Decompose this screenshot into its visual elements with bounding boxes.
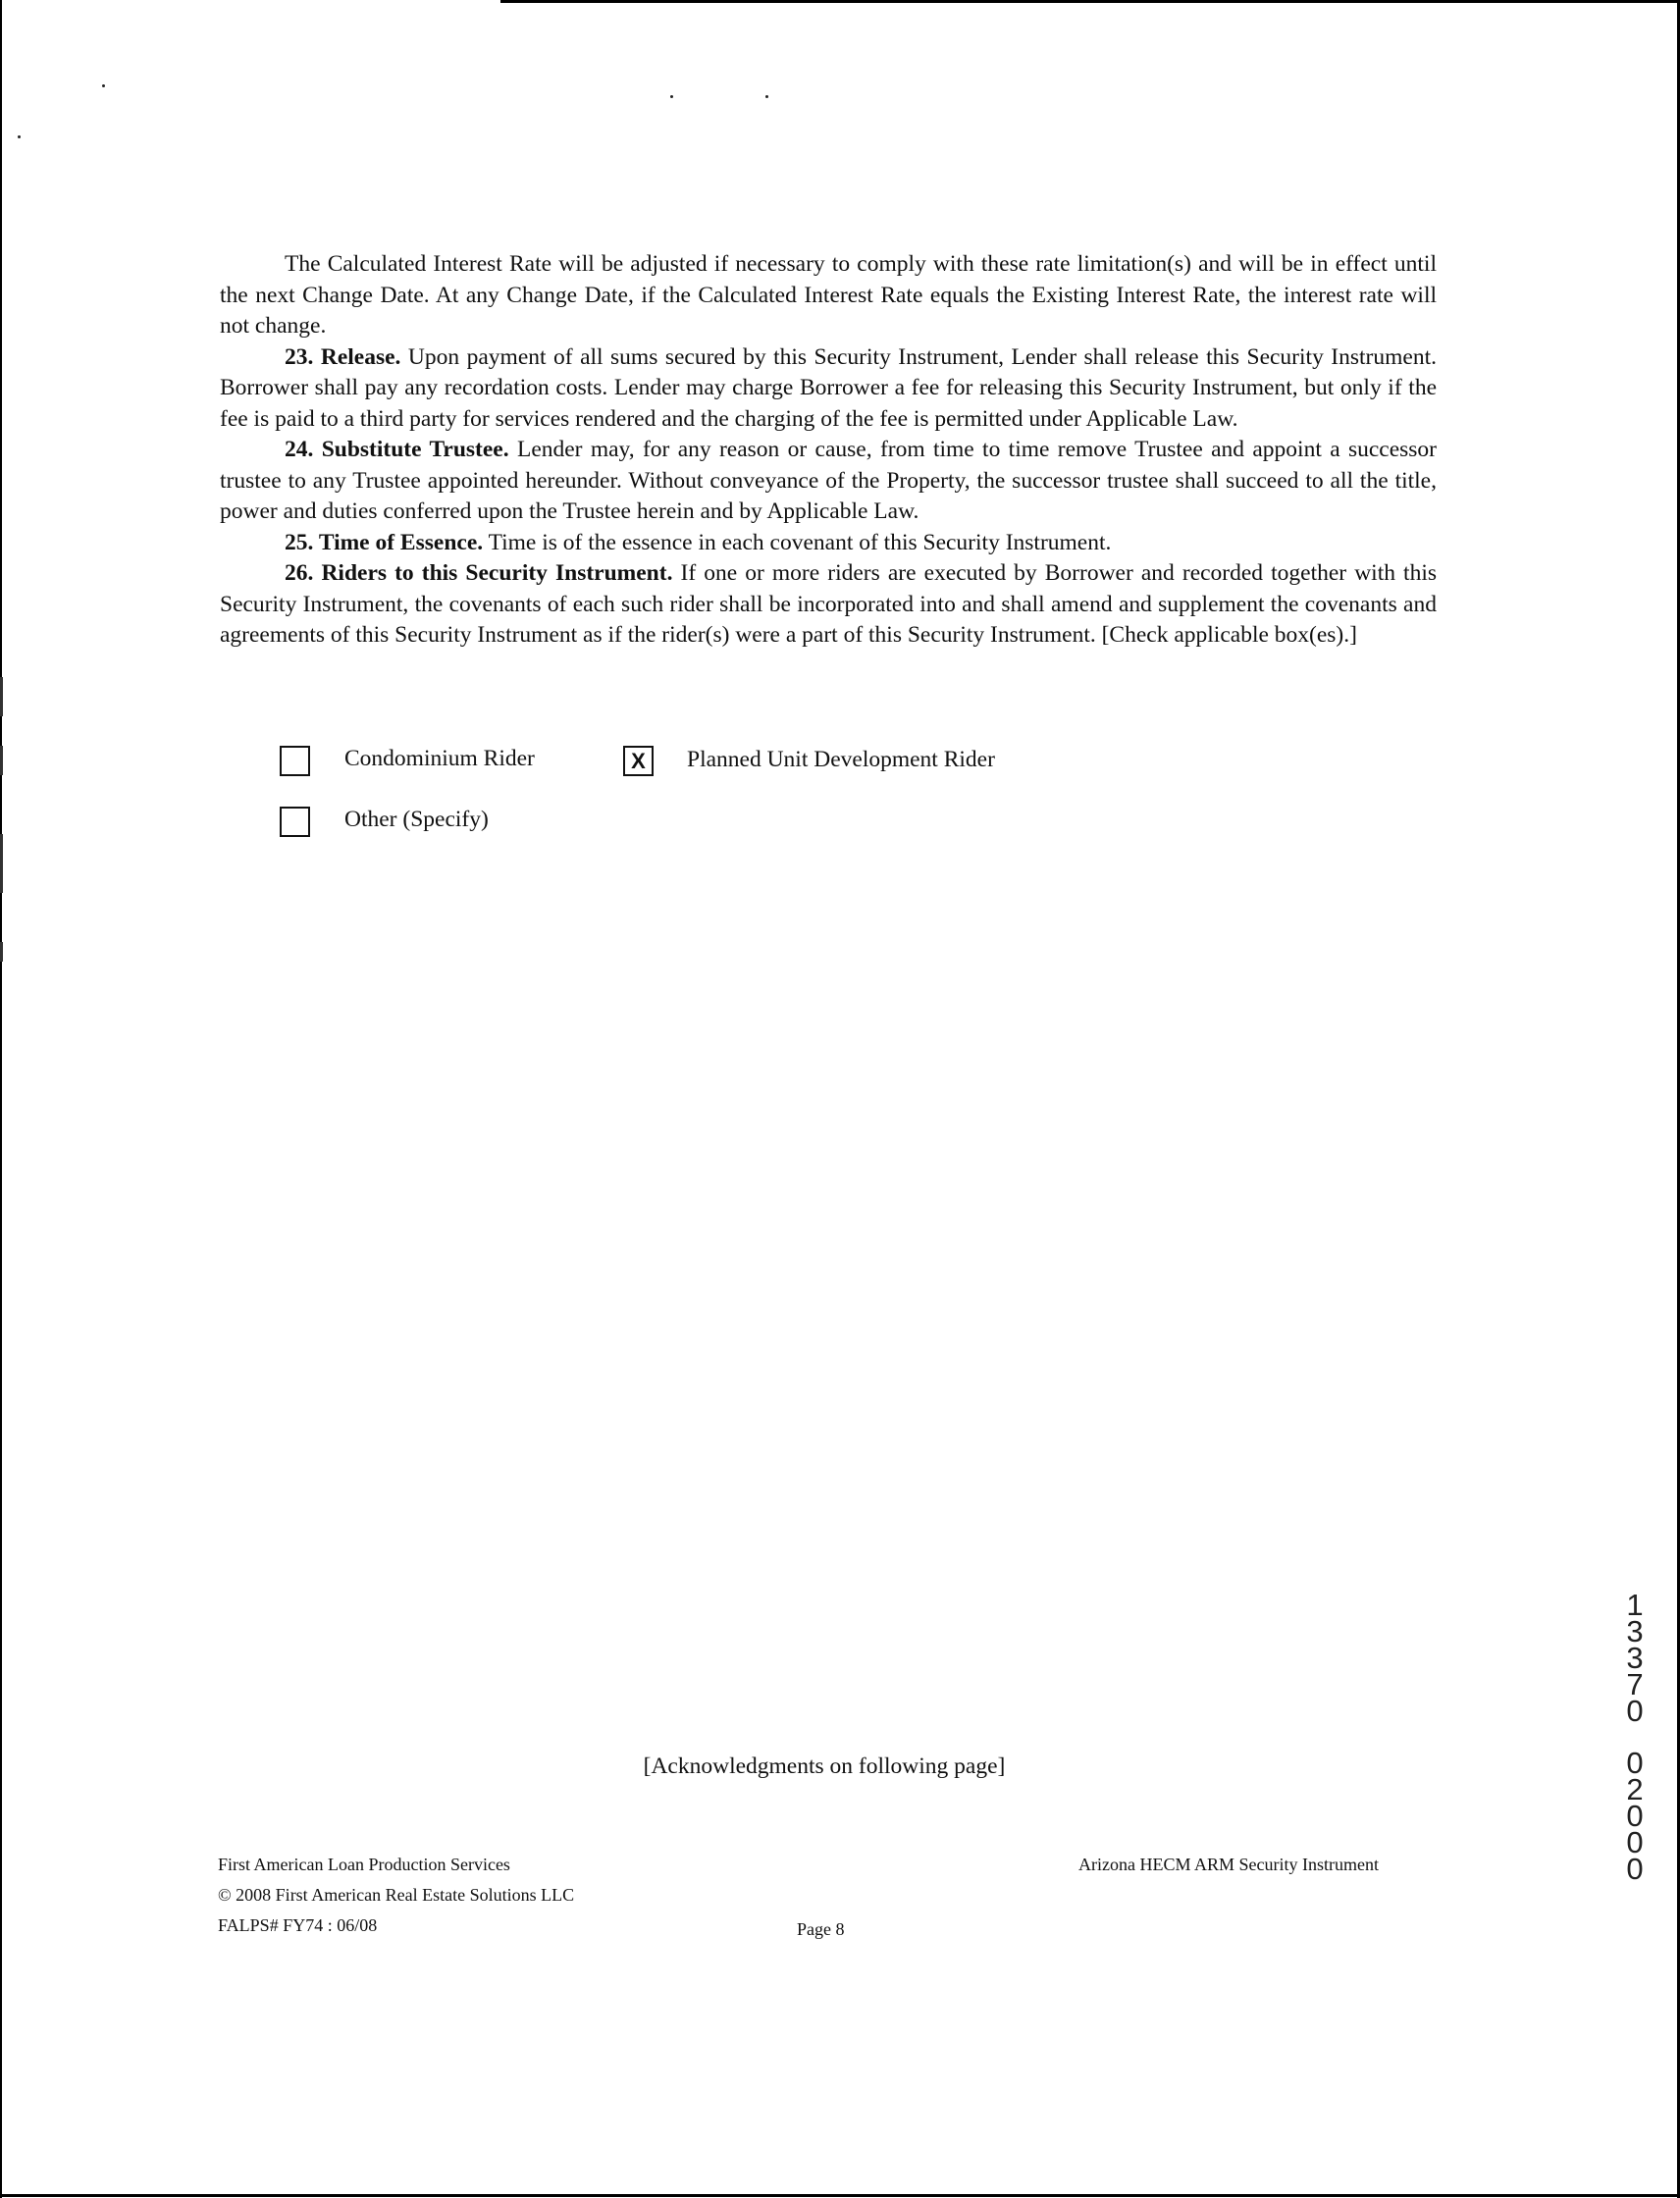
scan-edge-mark <box>0 834 3 893</box>
footer-company: First American Loan Production Services <box>218 1855 510 1874</box>
paragraph-rate-adjustment: The Calculated Interest Rate will be adjusted if necessary to comply with these rate limitation(s) and will be in effect until the next Change Date. At any Change Date, if the Calculated Interest Rate equals the Existing Interest Rate, the interest rate will not change. <box>220 251 1437 339</box>
other-rider-label: Other (Specify) <box>344 807 489 832</box>
rec-digit: 0 <box>1626 1852 1644 1886</box>
rec-digit: 0 <box>1626 1799 1644 1833</box>
footer-form-number: FALPS# FY74 : 06/08 <box>218 1915 378 1935</box>
scan-edge-mark <box>0 677 3 716</box>
section-25-heading: 25. Time of Essence. <box>285 529 484 555</box>
pud-rider-checkbox[interactable]: X <box>623 746 654 776</box>
scan-speck <box>670 95 673 98</box>
section-24-heading: 24. Substitute Trustee. <box>285 437 509 462</box>
rec-digit: 3 <box>1626 1614 1644 1648</box>
footer-left <box>218 1850 574 1941</box>
rec-digit: 3 <box>1626 1641 1644 1675</box>
scan-speck <box>765 95 768 98</box>
scan-border-top <box>500 0 1680 3</box>
document-body <box>220 249 1437 652</box>
rec-digit: 1 <box>1626 1588 1644 1622</box>
condominium-rider-checkbox[interactable] <box>280 746 310 776</box>
pud-rider-label: Planned Unit Development Rider <box>687 747 995 772</box>
section-25-time-of-essence <box>220 528 1437 559</box>
section-26-heading: 26. Riders to this Security Instrument. <box>285 560 673 586</box>
scan-edge-mark <box>0 942 3 962</box>
condominium-rider-label: Condominium Rider <box>344 746 535 771</box>
section-25-text: Time is of the essence in each covenant of this Security Instrument. <box>488 529 1112 555</box>
scan-speck <box>18 135 21 138</box>
scan-border-left <box>0 0 2 2198</box>
rec-digit: 7 <box>1626 1667 1644 1701</box>
recording-number-stamp <box>1621 1588 1649 1886</box>
rec-digit: 2 <box>1626 1772 1644 1806</box>
section-24-substitute-trustee <box>220 435 1437 528</box>
scan-border-bottom <box>0 2194 1680 2197</box>
rec-digit: 0 <box>1626 1746 1644 1780</box>
footer-document-title: Arizona HECM ARM Security Instrument <box>1078 1855 1379 1874</box>
footer-copyright: © 2008 First American Real Estate Solutions LLC <box>218 1885 575 1905</box>
footer-page-number: Page 8 <box>797 1919 845 1939</box>
rec-digit: 0 <box>1626 1694 1644 1728</box>
scan-speck <box>102 84 105 87</box>
section-24-text: Lender may, for any reason or cause, from time to time remove Trustee and appoint a successor trustee to any Trustee appointed hereunder. Without conveyance of the Property, the successor trustee shall succeed to all the title, power and duties conferred upon the Trustee herein and by Applicable Law. <box>220 437 1438 524</box>
section-23-release <box>220 342 1437 436</box>
section-23-heading: 23. Release. <box>285 343 401 370</box>
section-26-text: If one or more riders are executed by Borrower and recorded together with this Security Instrument, the covenants of each such rider shall be incorporated into and shall amend and supplement the covenants and agreements of this Security Instrument as if the rider(s) were a part of this Security Instrument. [Check applicable box(es).] <box>220 560 1438 648</box>
acknowledgments-note: [Acknowledgments on following page] <box>643 1753 1006 1779</box>
section-23-text: Upon payment of all sums secured by this Security Instrument, Lender shall release this Security Instrument. Borrower shall pay any recordation costs. Lender may charge Borrower a fee for releasing this Security Instrument, but only if the fee is paid to a third party for services rendered and the charging of the fee is permitted under Applicable Law. <box>220 343 1437 432</box>
other-rider-checkbox[interactable] <box>280 807 310 837</box>
scan-edge-mark <box>0 746 3 775</box>
rec-digit: 0 <box>1626 1825 1644 1859</box>
section-26-riders <box>220 558 1437 652</box>
